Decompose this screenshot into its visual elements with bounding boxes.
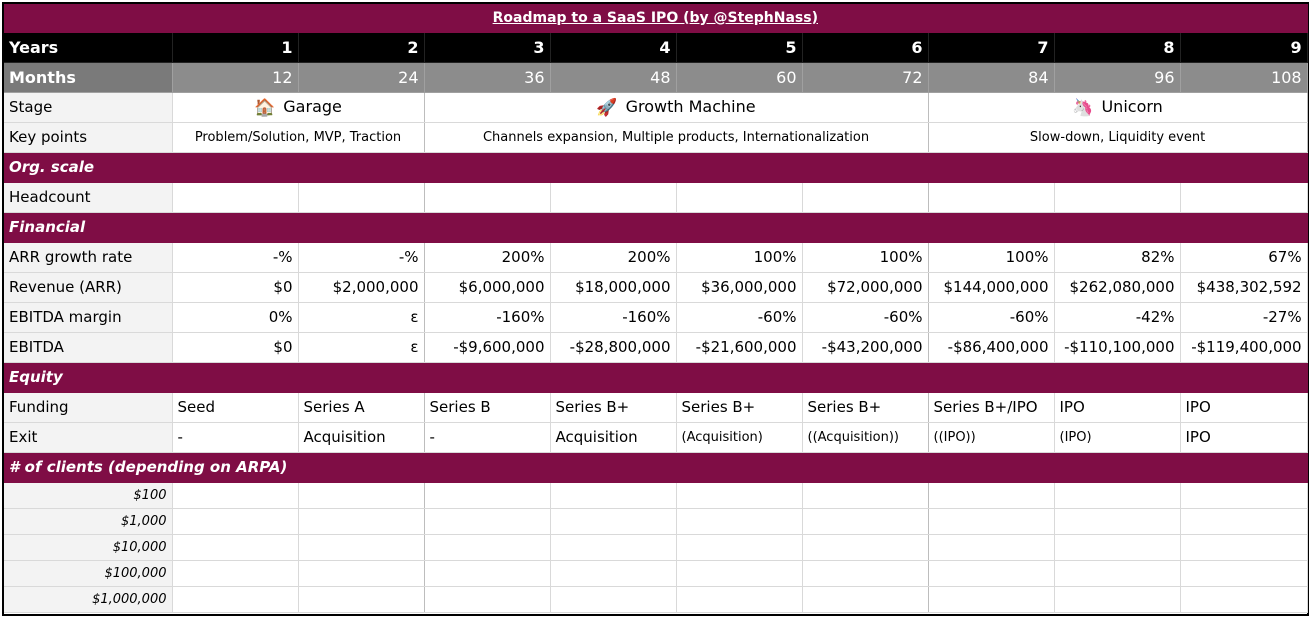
arr-growth-cell[interactable]: -% xyxy=(172,242,298,272)
section-row xyxy=(4,212,1307,242)
client-cell[interactable] xyxy=(928,586,1054,612)
arpa-row xyxy=(4,508,1307,534)
client-cell[interactable] xyxy=(550,560,676,586)
client-cell[interactable] xyxy=(802,508,928,534)
headcount-cell[interactable] xyxy=(550,182,676,212)
year-cell[interactable]: 2 xyxy=(298,32,424,62)
arr-growth-cell[interactable]: 200% xyxy=(550,242,676,272)
ebitda-margin-cell[interactable]: -60% xyxy=(802,302,928,332)
exit-row xyxy=(4,422,1307,452)
client-cell[interactable] xyxy=(172,534,298,560)
section-row xyxy=(4,152,1307,182)
funding-cell[interactable]: IPO xyxy=(1180,392,1307,422)
ebitda-row xyxy=(4,332,1307,362)
client-cell[interactable] xyxy=(1180,586,1307,612)
year-cell[interactable]: 3 xyxy=(424,32,550,62)
row-label[interactable]: ARR growth rate xyxy=(4,242,172,272)
client-cell[interactable] xyxy=(802,586,928,612)
arpa-row xyxy=(4,586,1307,612)
month-cell[interactable]: 60 xyxy=(676,62,802,92)
revenue-cell[interactable]: $2,000,000 xyxy=(298,272,424,302)
ebitda-cell[interactable]: -$28,800,000 xyxy=(550,332,676,362)
sheet-title[interactable]: Roadmap to a SaaS IPO (by @StephNass) xyxy=(4,4,1307,32)
arpa-row xyxy=(4,482,1307,508)
headcount-cell[interactable] xyxy=(802,182,928,212)
ebitda-margin-cell[interactable]: 0% xyxy=(172,302,298,332)
client-cell[interactable] xyxy=(424,586,550,612)
month-cell[interactable]: 72 xyxy=(802,62,928,92)
house-icon: 🏠 xyxy=(254,97,276,118)
exit-cell[interactable]: Acquisition xyxy=(550,422,676,452)
ebitda-margin-cell[interactable]: -60% xyxy=(928,302,1054,332)
arr-growth-cell[interactable]: 200% xyxy=(424,242,550,272)
ebitda-margin-row xyxy=(4,302,1307,332)
revenue-cell[interactable]: $262,080,000 xyxy=(1054,272,1180,302)
funding-cell[interactable]: Series B+ xyxy=(676,392,802,422)
revenue-row xyxy=(4,272,1307,302)
exit-cell[interactable]: Acquisition xyxy=(298,422,424,452)
client-cell[interactable] xyxy=(298,560,424,586)
arr-growth-cell[interactable]: 100% xyxy=(676,242,802,272)
client-cell[interactable] xyxy=(676,534,802,560)
row-label[interactable]: Funding xyxy=(4,392,172,422)
exit-cell[interactable]: ((IPO)) xyxy=(928,422,1054,452)
key-points-cell[interactable]: Slow-down, Liquidity event xyxy=(928,122,1307,152)
ebitda-margin-cell[interactable]: -27% xyxy=(1180,302,1307,332)
client-cell[interactable] xyxy=(928,534,1054,560)
funding-cell[interactable]: IPO xyxy=(1054,392,1180,422)
row-label[interactable]: Key points xyxy=(4,122,172,152)
year-cell[interactable]: 1 xyxy=(172,32,298,62)
arpa-label[interactable]: $10,000 xyxy=(4,534,172,560)
row-label[interactable]: EBITDA xyxy=(4,332,172,362)
client-cell[interactable] xyxy=(1054,482,1180,508)
year-cell[interactable]: 9 xyxy=(1180,32,1307,62)
arpa-label[interactable]: $100 xyxy=(4,482,172,508)
client-cell[interactable] xyxy=(676,586,802,612)
ebitda-cell[interactable]: $0 xyxy=(172,332,298,362)
row-label[interactable]: Months xyxy=(4,62,172,92)
section-header-financial[interactable]: Financial xyxy=(4,212,1307,242)
ebitda-cell[interactable]: -$86,400,000 xyxy=(928,332,1054,362)
client-cell[interactable] xyxy=(172,586,298,612)
arr-growth-cell[interactable]: 82% xyxy=(1054,242,1180,272)
exit-cell[interactable]: ((Acquisition)) xyxy=(802,422,928,452)
section-header-clients[interactable]: # of clients (depending on ARPA) xyxy=(4,452,1307,482)
arr-growth-cell[interactable]: 67% xyxy=(1180,242,1307,272)
arr-growth-cell[interactable]: 100% xyxy=(928,242,1054,272)
section-row xyxy=(4,362,1307,392)
revenue-cell[interactable]: $438,302,592 xyxy=(1180,272,1307,302)
month-cell[interactable]: 36 xyxy=(424,62,550,92)
funding-cell[interactable]: Series B+/IPO xyxy=(928,392,1054,422)
stage-name: Unicorn xyxy=(1101,96,1163,116)
stage-name: Garage xyxy=(283,96,342,116)
ebitda-margin-cell[interactable]: -160% xyxy=(424,302,550,332)
month-cell[interactable]: 48 xyxy=(550,62,676,92)
stage-row xyxy=(4,92,1307,122)
funding-cell[interactable]: Seed xyxy=(172,392,298,422)
months-row xyxy=(4,62,1307,92)
headcount-cell[interactable] xyxy=(676,182,802,212)
arpa-label[interactable]: $1,000 xyxy=(4,508,172,534)
funding-row xyxy=(4,392,1307,422)
unicorn-icon: 🦄 xyxy=(1072,97,1094,118)
month-cell[interactable]: 108 xyxy=(1180,62,1307,92)
row-label[interactable]: Headcount xyxy=(4,182,172,212)
ebitda-cell[interactable]: -$21,600,000 xyxy=(676,332,802,362)
arpa-row xyxy=(4,560,1307,586)
ebitda-cell[interactable]: -$110,100,000 xyxy=(1054,332,1180,362)
stage-garage[interactable] xyxy=(172,92,424,122)
client-cell[interactable] xyxy=(550,508,676,534)
client-cell[interactable] xyxy=(298,508,424,534)
arpa-label[interactable]: $100,000 xyxy=(4,560,172,586)
headcount-cell[interactable] xyxy=(1180,182,1307,212)
client-cell[interactable] xyxy=(298,586,424,612)
section-header-org-scale[interactable]: Org. scale xyxy=(4,152,1307,182)
client-cell[interactable] xyxy=(1180,534,1307,560)
year-cell[interactable]: 8 xyxy=(1054,32,1180,62)
arpa-row xyxy=(4,534,1307,560)
client-cell[interactable] xyxy=(1054,560,1180,586)
funding-cell[interactable]: Series A xyxy=(298,392,424,422)
year-cell[interactable]: 7 xyxy=(928,32,1054,62)
exit-cell[interactable]: IPO xyxy=(1180,422,1307,452)
exit-cell[interactable]: - xyxy=(172,422,298,452)
client-cell[interactable] xyxy=(424,482,550,508)
client-cell[interactable] xyxy=(928,508,1054,534)
arr-growth-cell[interactable]: -% xyxy=(298,242,424,272)
headcount-cell[interactable] xyxy=(172,182,298,212)
revenue-cell[interactable]: $18,000,000 xyxy=(550,272,676,302)
month-cell[interactable]: 12 xyxy=(172,62,298,92)
ebitda-cell[interactable]: -$43,200,000 xyxy=(802,332,928,362)
client-cell[interactable] xyxy=(172,482,298,508)
ebitda-margin-cell[interactable]: -42% xyxy=(1054,302,1180,332)
client-cell[interactable] xyxy=(928,482,1054,508)
row-label[interactable]: Years xyxy=(4,32,172,62)
client-cell[interactable] xyxy=(802,534,928,560)
client-cell[interactable] xyxy=(676,482,802,508)
years-row xyxy=(4,32,1307,62)
row-label[interactable]: Revenue (ARR) xyxy=(4,272,172,302)
ebitda-margin-cell[interactable]: -60% xyxy=(676,302,802,332)
year-cell[interactable]: 4 xyxy=(550,32,676,62)
funding-cell[interactable]: Series B xyxy=(424,392,550,422)
client-cell[interactable] xyxy=(1054,534,1180,560)
exit-cell[interactable]: - xyxy=(424,422,550,452)
client-cell[interactable] xyxy=(550,482,676,508)
row-label[interactable]: EBITDA margin xyxy=(4,302,172,332)
arr-growth-cell[interactable]: 100% xyxy=(802,242,928,272)
roadmap-table xyxy=(4,4,1308,613)
client-cell[interactable] xyxy=(172,560,298,586)
year-cell[interactable]: 5 xyxy=(676,32,802,62)
headcount-cell[interactable] xyxy=(298,182,424,212)
headcount-cell[interactable] xyxy=(928,182,1054,212)
client-cell[interactable] xyxy=(1054,586,1180,612)
client-cell[interactable] xyxy=(802,560,928,586)
funding-cell[interactable]: Series B+ xyxy=(802,392,928,422)
ebitda-margin-cell[interactable]: -160% xyxy=(550,302,676,332)
client-cell[interactable] xyxy=(1180,560,1307,586)
rocket-icon: 🚀 xyxy=(596,97,618,118)
arr-growth-row xyxy=(4,242,1307,272)
key-points-row xyxy=(4,122,1307,152)
month-cell[interactable]: 24 xyxy=(298,62,424,92)
client-cell[interactable] xyxy=(424,534,550,560)
key-points-cell[interactable]: Problem/Solution, MVP, Traction xyxy=(172,122,424,152)
ebitda-cell[interactable]: -$119,400,000 xyxy=(1180,332,1307,362)
client-cell[interactable] xyxy=(802,482,928,508)
client-cell[interactable] xyxy=(1180,508,1307,534)
headcount-cell[interactable] xyxy=(424,182,550,212)
row-label[interactable]: Stage xyxy=(4,92,172,122)
revenue-cell[interactable]: $0 xyxy=(172,272,298,302)
client-cell[interactable] xyxy=(424,508,550,534)
client-cell[interactable] xyxy=(550,534,676,560)
client-cell[interactable] xyxy=(676,560,802,586)
headcount-cell[interactable] xyxy=(1054,182,1180,212)
funding-cell[interactable]: Series B+ xyxy=(550,392,676,422)
revenue-cell[interactable]: $36,000,000 xyxy=(676,272,802,302)
exit-cell[interactable]: (Acquisition) xyxy=(676,422,802,452)
stage-growth-machine[interactable] xyxy=(424,92,928,122)
client-cell[interactable] xyxy=(928,560,1054,586)
month-cell[interactable]: 84 xyxy=(928,62,1054,92)
stage-unicorn[interactable] xyxy=(928,92,1307,122)
client-cell[interactable] xyxy=(1180,482,1307,508)
year-cell[interactable]: 6 xyxy=(802,32,928,62)
exit-cell[interactable]: (IPO) xyxy=(1054,422,1180,452)
client-cell[interactable] xyxy=(550,586,676,612)
client-cell[interactable] xyxy=(172,508,298,534)
spreadsheet xyxy=(2,2,1309,616)
ebitda-margin-cell[interactable]: ε xyxy=(298,302,424,332)
section-header-equity[interactable]: Equity xyxy=(4,362,1307,392)
client-cell[interactable] xyxy=(298,482,424,508)
section-row xyxy=(4,452,1307,482)
revenue-cell[interactable]: $6,000,000 xyxy=(424,272,550,302)
revenue-cell[interactable]: $144,000,000 xyxy=(928,272,1054,302)
arpa-label[interactable]: $1,000,000 xyxy=(4,586,172,612)
row-label[interactable]: Exit xyxy=(4,422,172,452)
stage-name: Growth Machine xyxy=(625,96,756,116)
month-cell[interactable]: 96 xyxy=(1054,62,1180,92)
key-points-cell[interactable]: Channels expansion, Multiple products, Internationalization xyxy=(424,122,928,152)
ebitda-cell[interactable]: ε xyxy=(298,332,424,362)
headcount-row xyxy=(4,182,1307,212)
client-cell[interactable] xyxy=(424,560,550,586)
client-cell[interactable] xyxy=(1054,508,1180,534)
revenue-cell[interactable]: $72,000,000 xyxy=(802,272,928,302)
client-cell[interactable] xyxy=(298,534,424,560)
client-cell[interactable] xyxy=(676,508,802,534)
ebitda-cell[interactable]: -$9,600,000 xyxy=(424,332,550,362)
